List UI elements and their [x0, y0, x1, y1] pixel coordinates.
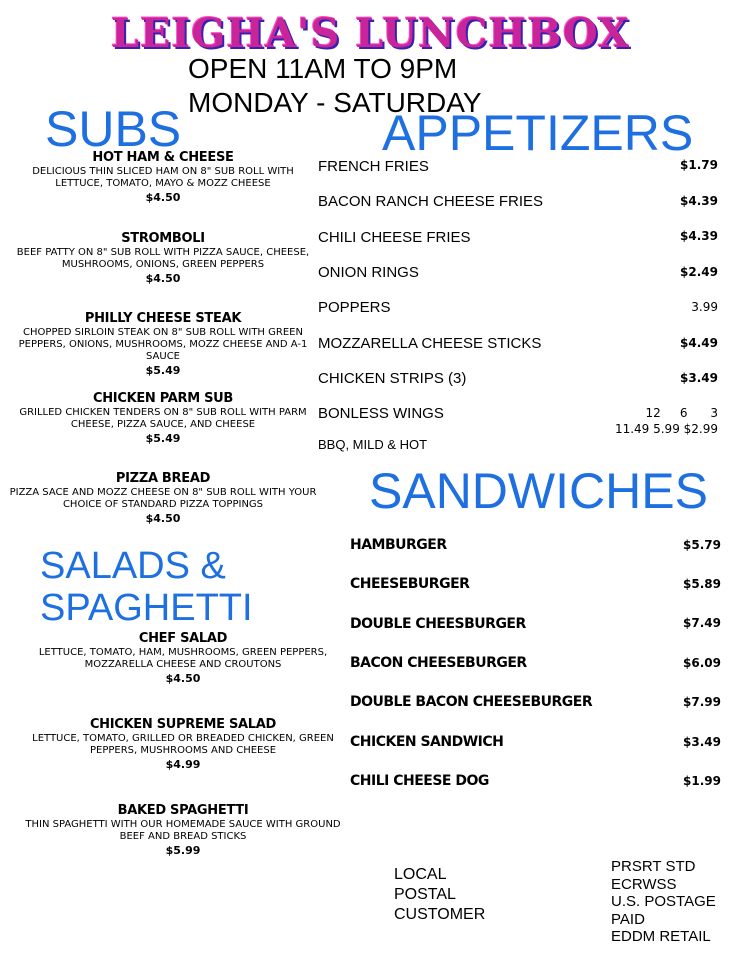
menu-title: LEIGHA'S LUNCHBOX: [110, 10, 631, 57]
appetizer-price: $4.39: [680, 194, 718, 208]
item-price: $4.50: [165, 672, 201, 685]
sandwich-price: $3.49: [683, 735, 721, 749]
salad-item-chicken-supreme: [28, 717, 338, 773]
sandwich-price: $7.99: [683, 695, 721, 709]
sandwich-price: $6.09: [683, 656, 721, 670]
item-price: $5.99: [165, 844, 201, 857]
mailing-postal: POSTAL: [394, 886, 456, 903]
sandwich-name: DOUBLE CHEESBURGER: [350, 616, 526, 632]
hours-line-1: OPEN 11AM TO 9PM: [188, 53, 458, 84]
item-name: CHEF SALAD: [138, 631, 228, 646]
item-price: $4.99: [165, 758, 201, 771]
appetizer-price: 3.99: [691, 300, 718, 314]
appetizer-name: CHILI CHEESE FRIES: [318, 229, 471, 246]
salad-item-chef: [28, 631, 338, 687]
wings-note: BBQ, MILD & HOT: [318, 437, 428, 452]
item-description: LETTUCE, TOMATO, HAM, MUSHROOMS, GREEN PEPPERS, MOZZARELLA CHEESE AND CROUTONS: [38, 647, 328, 670]
salads-heading-line-1: SALADS &: [40, 545, 226, 587]
item-description: LETTUCE, TOMATO, GRILLED OR BREADED CHICKEN, GREEN PEPPERS, MUSHROOMS AND CHEESE: [32, 733, 334, 756]
item-name: PHILLY CHEESE STEAK: [84, 311, 242, 326]
item-description: DELICIOUS THIN SLICED HAM ON 8" SUB ROLL WITH LETTUCE, TOMATO, MAYO & MOZZ CHEESE: [32, 166, 294, 189]
sub-item-chicken-parm: [8, 391, 318, 447]
item-name: PIZZA BREAD: [115, 471, 211, 486]
sandwich-name: BACON CHEESEBURGER: [350, 655, 527, 671]
mailing-local: LOCAL: [394, 866, 447, 883]
permit-line: ECRWSS: [611, 875, 677, 893]
sub-item-pizza-bread: [4, 471, 322, 527]
permit-line: U.S. POSTAGE: [611, 893, 716, 910]
sandwich-price: $5.79: [683, 538, 721, 552]
item-name: CHICKEN PARM SUB: [92, 391, 234, 406]
item-description: BEEF PATTY ON 8" SUB ROLL WITH PIZZA SAUCE, CHEESE, MUSHROOMS, ONIONS, GREEN PEPPERS: [16, 247, 310, 270]
appetizer-price: $3.49: [680, 371, 718, 385]
sandwich-name: CHICKEN SANDWICH: [350, 734, 504, 750]
appetizer-name: FRENCH FRIES: [318, 158, 429, 175]
item-description: THIN SPAGHETTI WITH OUR HOMEMADE SAUCE WITH GROUND BEEF AND BREAD STICKS: [25, 819, 341, 842]
item-name: CHICKEN SUPREME SALAD: [89, 717, 277, 732]
wings-sizes: 12 6 3: [645, 406, 718, 420]
sandwich-name: CHEESEBURGER: [350, 576, 470, 592]
item-description: GRILLED CHICKEN TENDERS ON 8" SUB ROLL WITH PARM CHEESE, PIZZA SAUCE, AND CHEESE: [19, 407, 307, 430]
spaghetti-item-baked: [12, 803, 354, 859]
appetizer-price: $1.79: [680, 158, 718, 172]
permit-line: EDDM RETAIL: [611, 928, 711, 945]
wings-name: BONLESS WINGS: [318, 405, 444, 422]
item-name: HOT HAM & CHEESE: [92, 150, 234, 165]
mailing-address: [394, 865, 485, 925]
hours-line-2: MONDAY - SATURDAY: [188, 87, 482, 118]
item-name: STROMBOLI: [121, 231, 205, 246]
item-price: $4.50: [145, 272, 181, 285]
appetizers-heading: APPETIZERS: [382, 105, 694, 161]
sub-item-hot-ham: [8, 150, 318, 206]
appetizer-price: $4.39: [680, 229, 718, 243]
mailing-customer: CUSTOMER: [394, 906, 486, 923]
sandwiches-heading: SANDWICHES: [369, 463, 708, 519]
appetizer-name: ONION RINGS: [318, 264, 419, 281]
permit-line: PRSRT STD: [611, 858, 696, 875]
appetizer-price: $4.49: [680, 336, 718, 350]
salads-heading: [40, 545, 253, 629]
appetizer-name: CHICKEN STRIPS (3): [318, 370, 467, 387]
item-price: $5.49: [145, 432, 181, 445]
sandwich-price: $5.89: [683, 577, 721, 591]
item-price: $5.49: [145, 364, 181, 377]
permit-line: PAID: [611, 910, 645, 928]
item-description: PIZZA SACE AND MOZZ CHEESE ON 8" SUB ROLL WITH YOUR CHOICE OF STANDARD PIZZA TOPPINGS: [9, 487, 317, 510]
sandwich-name: DOUBLE BACON CHEESEBURGER: [350, 694, 593, 710]
item-price: $4.50: [145, 512, 181, 525]
subs-heading: SUBS: [45, 101, 182, 157]
sandwich-name: HAMBURGER: [350, 537, 447, 553]
appetizer-name: BACON RANCH CHEESE FRIES: [318, 193, 544, 210]
sandwich-name: CHILI CHEESE DOG: [350, 773, 489, 789]
item-price: $4.50: [145, 191, 181, 204]
appetizer-name: MOZZARELLA CHEESE STICKS: [318, 335, 542, 352]
sub-item-philly: [8, 311, 318, 379]
appetizer-name: POPPERS: [318, 299, 391, 316]
item-name: BAKED SPAGHETTI: [117, 803, 249, 818]
sandwich-price: $1.99: [683, 774, 721, 788]
wings-prices: 11.49 5.99 $2.99: [614, 422, 718, 436]
postage-indicia: [611, 858, 716, 946]
appetizer-price: $2.49: [680, 265, 718, 279]
salads-heading-line-2: SPAGHETTI: [40, 587, 253, 629]
sub-item-stromboli: [8, 231, 318, 287]
item-description: CHOPPED SIRLOIN STEAK ON 8" SUB ROLL WITH GREEN PEPPERS, ONIONS, MUSHROOMS, MOZZ CHEESE AND A-1 SAUCE: [18, 327, 308, 362]
sandwich-price: $7.49: [683, 616, 721, 630]
